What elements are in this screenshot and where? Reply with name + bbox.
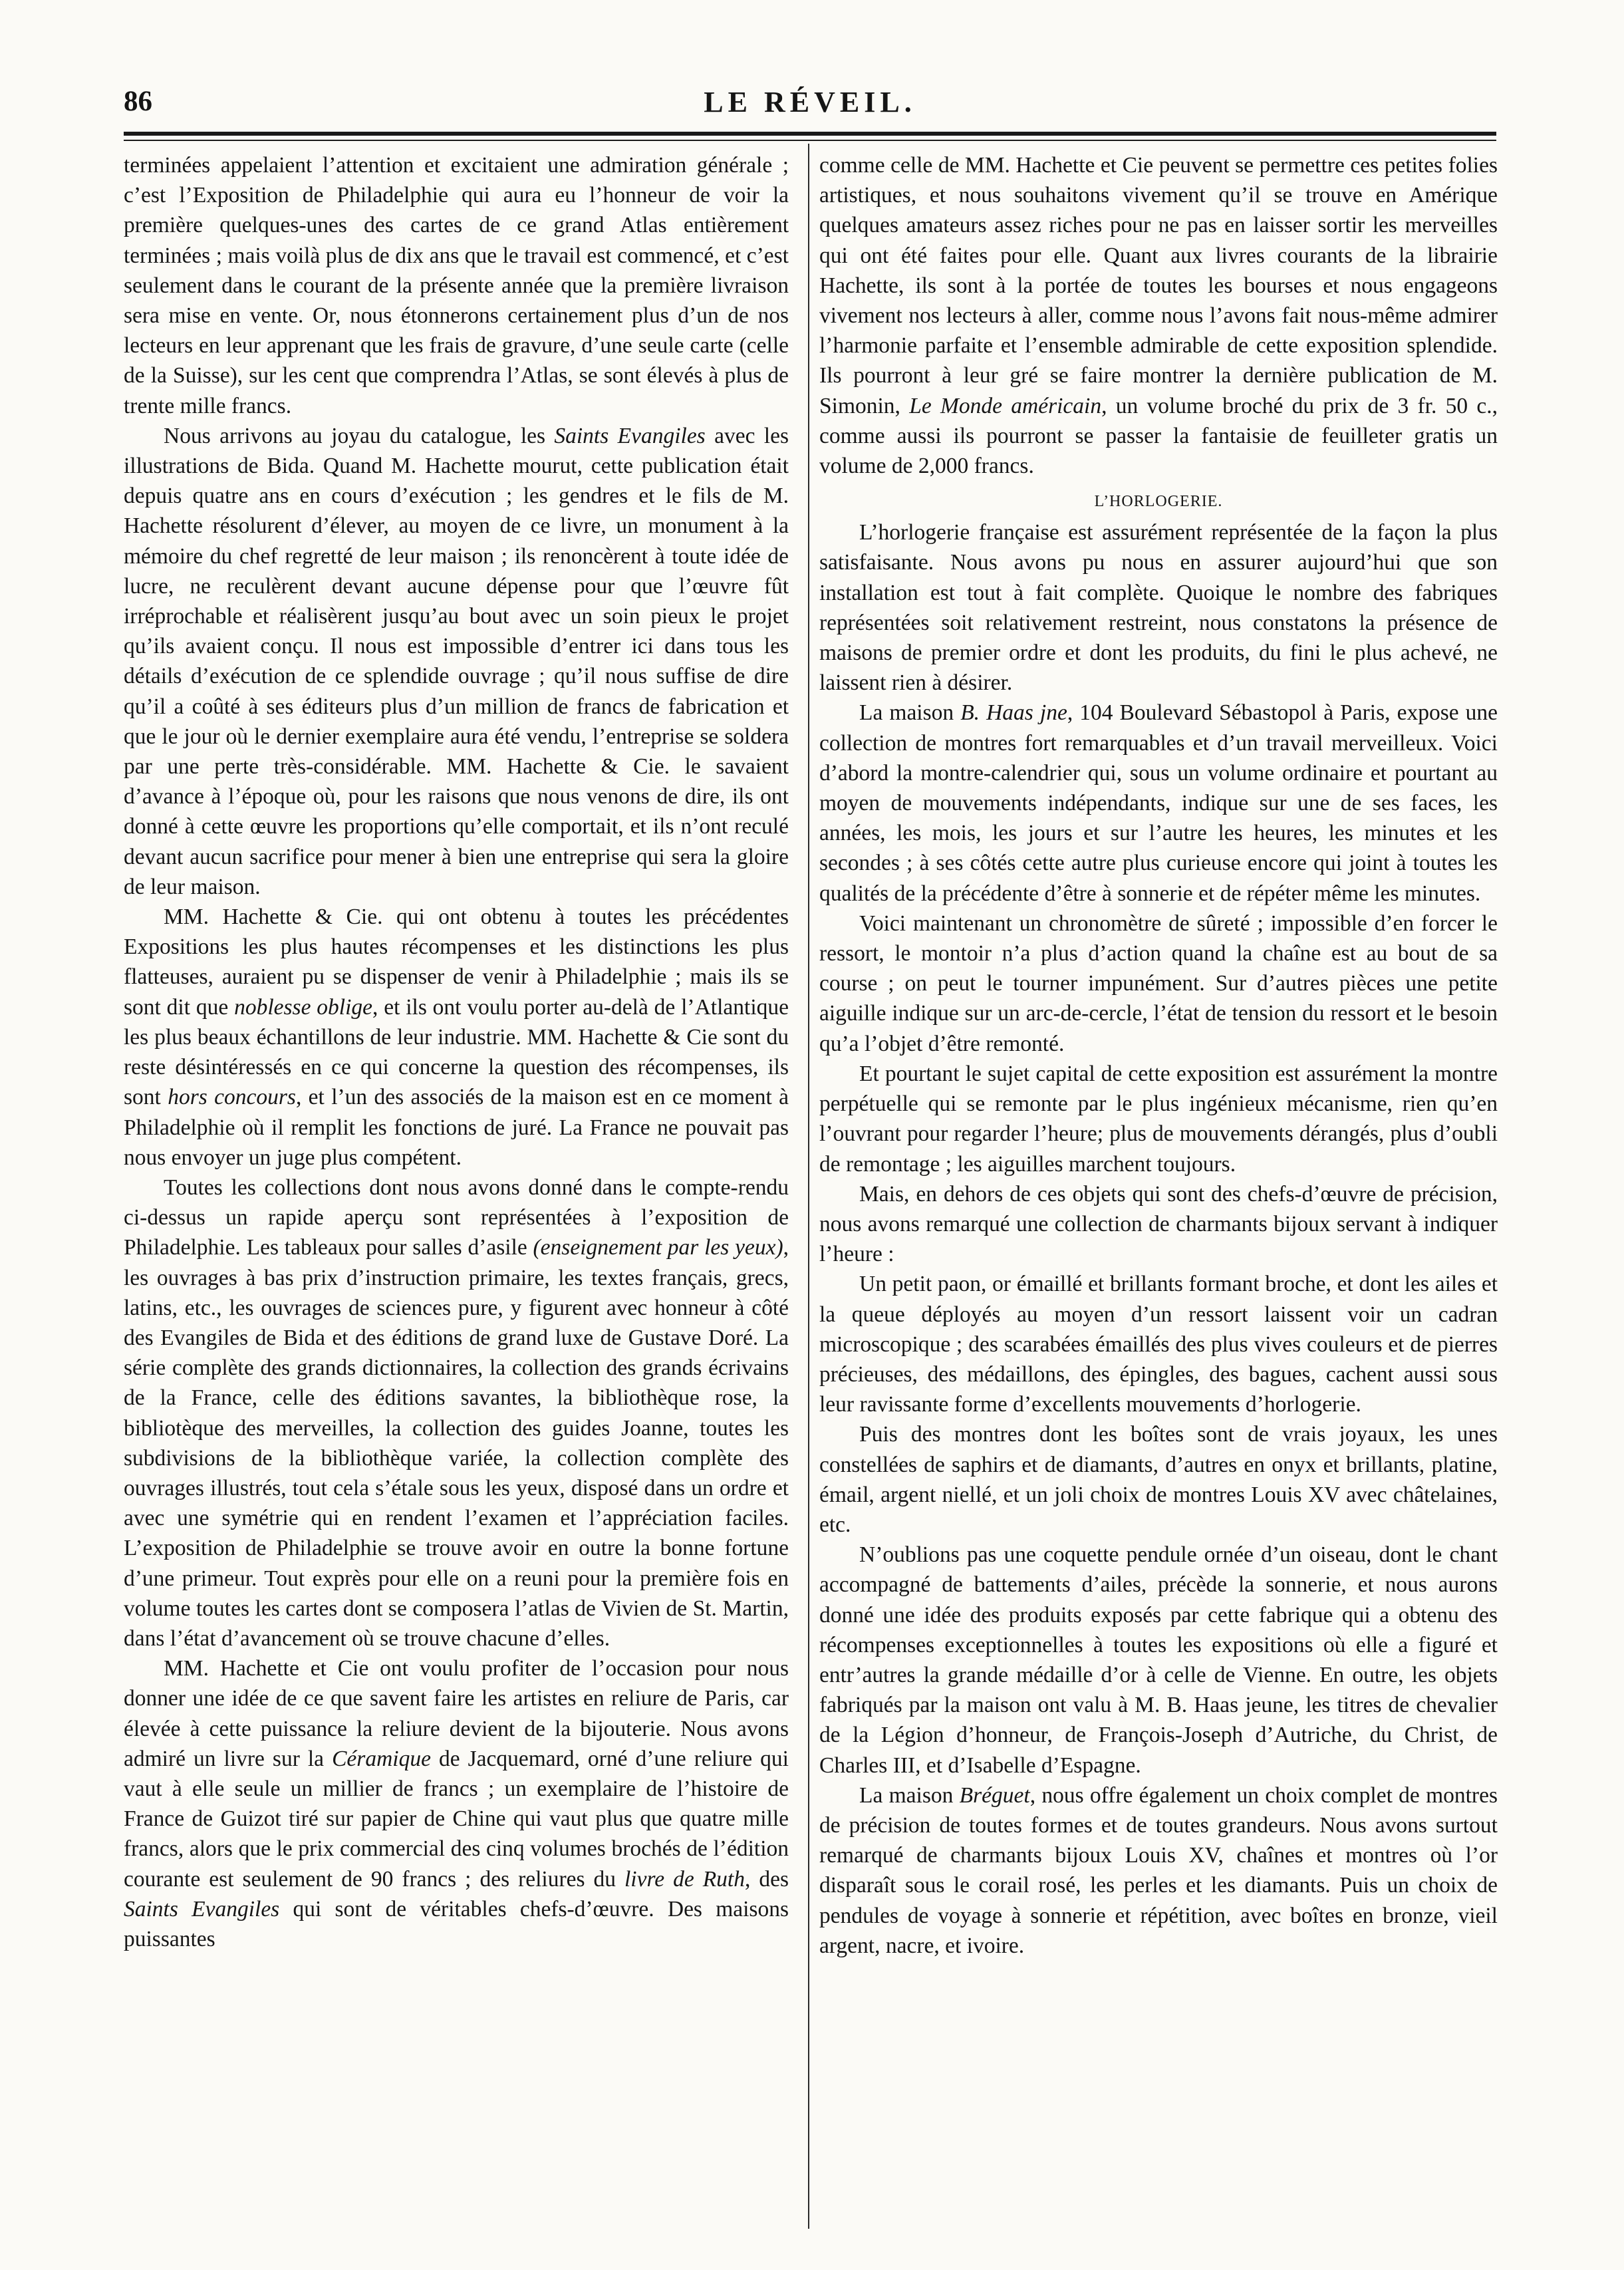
italic-text: noblesse oblige bbox=[234, 994, 372, 1020]
italic-text: (enseignement par les yeux) bbox=[533, 1235, 783, 1260]
text-run: Et pourtant le sujet capital de cette exposition est assurément la montre perpétuelle qui se remonte par le plus ingénieux mécanisme, rien qu’en l’ouvrant pour regarder l’heure; plus de mouvements dérangés, plus d’oubli de remontage ; les aiguilles marchent toujours. bbox=[819, 1061, 1498, 1177]
right-column-top bbox=[819, 150, 1498, 481]
paragraph bbox=[819, 517, 1498, 698]
italic-text: Bréguet bbox=[959, 1782, 1030, 1808]
text-run: , et ils ont voulu porter au-delà de l’Atlantique les plus beaux échantillons de leur industrie. MM. Hachette & Cie sont du reste désintéressés en ce qui concerne la question des récompenses, ils sont bbox=[124, 994, 789, 1110]
header-rule-thick bbox=[124, 132, 1496, 136]
text-run: , des bbox=[745, 1866, 789, 1892]
text-run: La maison bbox=[859, 1782, 960, 1808]
paragraph bbox=[124, 902, 789, 1173]
text-run: , les ouvrages à bas prix d’instruction primaire, les textes français, grecs, latins, etc., les ouvrages de sciences pure, y figurent avec honneur à côté des Evangiles de Bida et des éditions de grand luxe de Gustave Doré. La série complète des grands dictionnaires, la collection des grands écrivains de la France, celle des éditions savantes, la bibliothèque rose, la bibliotèque des merveilles, la collection des guides Joanne, toutes les subdivisions de la bibliothèque variée, la collection complète des ouvrages illustrés, tout cela s’étale sous les yeux, disposé dans un ordre et avec une symétrie qui en rendent l’examen et l’appréciation faciles. L’exposition de Philadelphie se trouve avoir en outre la bonne fortune d’une primeur. Tout exprès pour elle on a reuni pour la première fois en volume toutes les cartes dont se composera l’atlas de Vivien de St. Martin, dans l’état d’avancement où se trouve chacune d’elles. bbox=[124, 1235, 789, 1651]
running-title: LE RÉVEIL. bbox=[704, 86, 916, 118]
text-run: Voici maintenant un chronomètre de sûreté ; impossible d’en forcer le ressort, le montoir n’a plus d’action quand la chaîne est au bout de sa course ; on peut le tourner impunément. Sur d’autres pièces une petite aiguille indique sur un arc-de-cercle, l’état de tension du ressort et le besoin qu’a l’objet d’être remonté. bbox=[819, 911, 1498, 1056]
italic-text: B. Haas jne bbox=[960, 700, 1067, 726]
italic-text: livre de Ruth bbox=[624, 1866, 745, 1892]
paragraph bbox=[819, 1540, 1498, 1780]
italic-text: Céramique bbox=[332, 1746, 431, 1771]
header-rule-thin bbox=[124, 140, 1496, 141]
paragraph bbox=[124, 1173, 789, 1653]
paragraph bbox=[819, 909, 1498, 1059]
paragraph bbox=[819, 150, 1498, 481]
text-run: Toutes les collections dont nous avons donné dans le compte-rendu ci-dessus un rapide aperçu sont représentées à l’exposition de Philadelphie. Les tableaux pour salles d’asile bbox=[124, 1175, 789, 1260]
page-header bbox=[124, 85, 1496, 134]
italic-text: hors concours bbox=[168, 1085, 296, 1110]
text-run: , et l’un des associés de la maison est en ce moment à Philadelphie où il remplit les fonctions de juré. La France ne pouvait pas nous envoyer un juge plus compétent. bbox=[124, 1085, 789, 1170]
text-run: terminées appelaient l’attention et excitaient une admiration générale ; c’est l’Exposition de Philadelphie qui aura eu l’honneur de voir la première quelques-unes des cartes de ce grand Atlas entièrement terminées ; mais voilà plus de dix ans que le travail est commencé, et c’est seulement dans le courant de la présente année que la première livraison sera mise en vente. Or, nous étonnerons certainement plus d’un de nos lecteurs en leur apprenant que les frais de gravure, d’une seule carte (celle de la Suisse), sur les cent que comprendra l’Atlas, se sont élevés à plus de trente mille francs. bbox=[124, 153, 789, 418]
text-run: comme celle de MM. Hachette et Cie peuvent se permettre ces petites folies artistiques, et nous souhaitons vivement qu’il se trouve en Amérique quelques amateurs assez riches pour ne pas en laisser sortir les merveilles qui ont été faites pour elle. Quant aux livres courants de la librairie Hachette, ils sont à la portée de toutes les bourses et nous engageons vivement nos lecteurs à aller, comme nous l’avons fait nous-même admirer l’harmonie parfaite et l’ensemble admirable de cette exposition splendide. Ils pourront à leur gré se faire montrer la dernière publication de M. Simonin, bbox=[819, 153, 1498, 418]
page-number: 86 bbox=[124, 86, 152, 117]
text-run: , nous offre également un choix complet de montres de précision de toutes formes et de toutes grandeurs. Nous avons surtout remarqué de charmants bijoux Louis XV, chaînes et montres où l’or disparaît sous le corail rosé, les perles et les diamants. Puis un choix de pendules de voyage à sonnerie et répétition, avec boîtes en bronze, vieil argent, nacre, et ivoire. bbox=[819, 1782, 1498, 1958]
italic-text: Saints Evangiles bbox=[554, 423, 706, 448]
text-run: L’horlogerie française est assurément représentée de la façon la plus satisfaisante. Nous avons pu nous en assurer aujourd’hui que son installation est tout à fait complète. Quoique le nombre des fabriques représentées soit relativement restreint, nous constatons la présence de maisons de premier ordre et dont les produits, du fini le plus achevé, ne laissent rien à désirer. bbox=[819, 520, 1498, 696]
text-run: qui sont de véritables chefs-d’œuvre. Des maisons puissantes bbox=[124, 1896, 789, 1951]
paragraph bbox=[819, 1179, 1498, 1270]
text-run: , un volume broché du prix de 3 fr. 50 c., comme aussi ils pourront se passer la fantaisie de feuilleter gratis un volume de 2,000 francs. bbox=[819, 393, 1498, 479]
text-run: de Jacquemard, orné d’une reliure qui vaut à elle seule un millier de francs ; un exemplaire de l’histoire de France de Guizot tiré sur papier de Chine qui vaut plus que quatre mille francs, alors que le prix commercial des cinq volumes brochés de l’édition courante est seulement de 90 francs ; des reliures du bbox=[124, 1746, 789, 1892]
text-run: avec les illustrations de Bida. Quand M. Hachette mourut, cette publication était depuis quatre ans en cours d’exécution ; les gendres et le fils de M. Hachette résolurent d’élever, au moyen de ce livre, un monument à la mémoire du chef regretté de leur maison ; ils renoncèrent à toute idée de lucre, ne reculèrent devant aucune dépense pour que l’œuvre fût irréprochable et réalisèrent jusqu’au bout avec un soin pieux le projet qu’ils avaient conçu. Il nous est impossible d’entrer ici dans tous les détails d’exécution de ce splendide ouvrage ; qu’il nous suffise de dire qu’il a coûté à ses éditeurs plus d’un million de francs de fabrication et que le jour où le dernier exemplaire aura été vendu, l’entreprise se soldera par une perte très-considérable. MM. Hachette & Cie. le savaient d’avance à l’époque où, pour les raisons que nous venons de dire, ils ont donné à cette œuvre les proportions qu’elle comportait, et ils n’ont reculé devant aucun sacrifice pour mener à bien une entreprise qui sera la gloire de leur maison. bbox=[124, 423, 789, 899]
text-run: , 104 Boulevard Sébastopol à Paris, expose une collection de montres fort remarquables et d’un travail merveilleux. Voici d’abord la montre-calendrier qui, sous un volume ordinaire et pourtant au moyen de mouvements indépendants, indique sur une de ses faces, les années, les mois, les jours et sur l’autre les heures, les minutes et les secondes ; à ses côtés cette autre plus curieuse encore qui joint à toutes les qualités de la précédente d’être à sonnerie et de répéter même les minutes. bbox=[819, 700, 1498, 906]
paragraph bbox=[819, 1780, 1498, 1961]
right-column bbox=[819, 150, 1498, 1961]
text-run: N’oublions pas une coquette pendule ornée d’un oiseau, dont le chant accompagné de battements d’ailes, précède la sonnerie, et nous aurons donné une idée des produits exposés par cette fabrique qui a obtenu des récompenses exceptionnelles à toutes les expositions où elle a figuré et entr’autres la grande médaille d’or à celle de Vienne. En outre, les objets fabriqués par la maison ont valu à M. B. Haas jeune, les titres de chevalier de la Légion d’honneur, de François-Joseph d’Autriche, du Christ, de Charles III, et d’Isabelle d’Espagne. bbox=[819, 1542, 1498, 1778]
paragraph bbox=[124, 1653, 789, 1954]
paragraph bbox=[124, 150, 789, 421]
paragraph bbox=[819, 1419, 1498, 1540]
text-run: MM. Hachette & Cie. qui ont obtenu à toutes les précédentes Expositions les plus hautes récompenses et les distinctions les plus flatteuses, auraient pu se dispenser de venir à Philadelphie ; mais ils se sont dit que bbox=[124, 905, 789, 1020]
text-run: Nous arrivons au joyau du catalogue, les bbox=[164, 423, 555, 448]
paragraph bbox=[819, 1269, 1498, 1419]
left-column bbox=[124, 150, 789, 1954]
paragraph bbox=[819, 1059, 1498, 1179]
text-run: La maison bbox=[859, 700, 961, 726]
column-divider bbox=[808, 144, 809, 2229]
paragraph bbox=[124, 421, 789, 902]
text-run: Un petit paon, or émaillé et brillants formant broche, et dont les ailes et la queue déployés au moyen d’un ressort laissent voir un cadran microscopique ; des scarabées émaillés des plus vives couleurs et de pierres précieuses, des médaillons, des épingles, des bagues, cachent aussi sous leur ravissante forme d’excellents mouvements d’horlogerie. bbox=[819, 1272, 1498, 1417]
section-heading: L’HORLOGERIE. bbox=[1094, 493, 1223, 511]
text-run: Puis des montres dont les boîtes sont de vrais joyaux, les unes constellées de saphirs et de diamants, d’autres en onyx et brillants, platine, émail, argent niellé, et un joli choix de montres Louis XV avec châtelaines, etc. bbox=[819, 1422, 1498, 1537]
paragraph bbox=[819, 698, 1498, 908]
italic-text: Le Monde américain bbox=[909, 393, 1102, 418]
text-run: MM. Hachette et Cie ont voulu profiter de l’occasion pour nous donner une idée de ce que savent faire les artistes en reliure de Paris, car élevée à cette puissance la reliure devient de la bijouterie. Nous avons admiré un livre sur la bbox=[124, 1656, 789, 1771]
italic-text: Saints Evangiles bbox=[124, 1896, 280, 1921]
right-column-body bbox=[819, 517, 1498, 1961]
text-run: Mais, en dehors de ces objets qui sont des chefs-d’œuvre de précision, nous avons remarqué une collection de charmants bijoux servant à indiquer l’heure : bbox=[819, 1181, 1498, 1267]
